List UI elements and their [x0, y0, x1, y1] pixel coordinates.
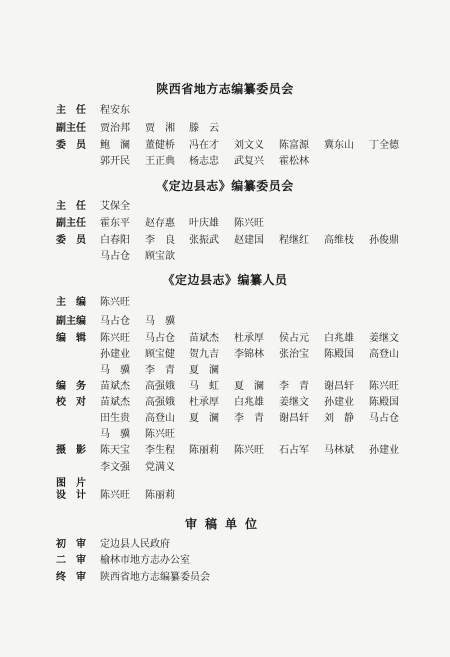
role-label: 副主任	[56, 218, 86, 229]
person-name: 马占仓	[100, 251, 130, 262]
person-name: 贺九吉	[189, 349, 219, 360]
person-name: 程安东	[100, 105, 130, 116]
person-name: 董健桥	[145, 140, 175, 151]
person-name: 夏 澜	[234, 381, 264, 392]
person-name: 顾宝健	[145, 349, 175, 360]
person-name: 杨志忠	[189, 156, 219, 167]
person-name: 马林斌	[324, 445, 354, 456]
person-name: 马 骥	[100, 429, 130, 440]
person-name: 孙建业	[100, 349, 130, 360]
role-label: 图 片	[56, 478, 86, 489]
role-label: 副主任	[56, 123, 86, 134]
person-name: 陈兴旺	[100, 333, 130, 344]
role-label: 编 辑	[56, 333, 86, 344]
person-name: 高登山	[145, 413, 175, 424]
role-label: 终 审	[56, 572, 86, 583]
person-name: 马 虹	[189, 381, 219, 392]
person-name: 贾治邦	[100, 123, 130, 134]
person-name: 陈兴旺	[234, 445, 264, 456]
role-label: 主 任	[56, 105, 86, 116]
role-label: 委 员	[56, 235, 86, 246]
role-label: 二 审	[56, 555, 86, 566]
review-unit: 榆林市地方志办公室	[100, 555, 190, 566]
person-name: 程继红	[279, 235, 309, 246]
person-name: 李 青	[234, 413, 264, 424]
role-label: 校 对	[56, 397, 86, 408]
person-name: 陈兴旺	[100, 297, 130, 308]
person-name: 贾 湘	[145, 123, 175, 134]
person-name: 姜继文	[279, 397, 309, 408]
person-name: 陈兴旺	[369, 381, 399, 392]
person-name: 刘 静	[324, 413, 354, 424]
person-name: 马 骥	[145, 316, 175, 327]
role-label: 编 务	[56, 381, 86, 392]
person-name: 田生贵	[100, 413, 130, 424]
person-name: 姜继文	[369, 333, 399, 344]
person-name: 陈兴旺	[100, 490, 130, 501]
person-name: 陈兴旺	[234, 218, 264, 229]
review-unit: 定边县人民政府	[100, 539, 170, 550]
person-name: 高登山	[369, 349, 399, 360]
person-name: 郭开民	[100, 156, 130, 167]
person-name: 冀东山	[324, 140, 354, 151]
person-name: 滕 云	[189, 123, 219, 134]
person-name: 叶庆雄	[189, 218, 219, 229]
person-name: 马占仓	[100, 316, 130, 327]
person-name: 苗斌杰	[189, 333, 219, 344]
person-name: 夏 澜	[189, 365, 219, 376]
person-name: 谢昌轩	[324, 381, 354, 392]
person-name: 陈殿国	[369, 397, 399, 408]
person-name: 高强娥	[145, 381, 175, 392]
person-name: 石占军	[279, 445, 309, 456]
county-committee-title: 《定边县志》编纂委员会	[156, 179, 294, 193]
person-name: 王正典	[145, 156, 175, 167]
person-name: 李生程	[145, 445, 175, 456]
committee-title: 陕西省地方志编纂委员会	[156, 82, 294, 96]
person-name: 杜承厚	[234, 333, 264, 344]
role-label: 委 员	[56, 140, 86, 151]
person-name: 高维枝	[324, 235, 354, 246]
person-name: 白兆雄	[234, 397, 264, 408]
person-name: 鲍 澜	[100, 140, 130, 151]
person-name: 马占仓	[369, 413, 399, 424]
person-name: 冯在才	[189, 140, 219, 151]
person-name: 白春阳	[100, 235, 130, 246]
person-name: 李 青	[279, 381, 309, 392]
person-name: 陈殿国	[324, 349, 354, 360]
person-name: 苗斌杰	[100, 381, 130, 392]
person-name: 马 骥	[100, 365, 130, 376]
role-label: 主 任	[56, 201, 86, 212]
person-name: 李锦林	[234, 349, 264, 360]
role-label: 设 计	[56, 490, 86, 501]
person-name: 李 青	[145, 365, 175, 376]
person-name: 赵建国	[234, 235, 264, 246]
person-name: 侯占元	[279, 333, 309, 344]
person-name: 陈兴旺	[145, 429, 175, 440]
person-name: 武复兴	[234, 156, 264, 167]
person-name: 霍东平	[100, 218, 130, 229]
person-name: 陈富源	[279, 140, 309, 151]
person-name: 高强娥	[145, 397, 175, 408]
person-name: 艾保全	[100, 201, 130, 212]
person-name: 陈天宝	[100, 445, 130, 456]
person-name: 赵存惠	[145, 218, 175, 229]
person-name: 顾宝歆	[145, 251, 175, 262]
person-name: 孙俊鼎	[369, 235, 399, 246]
person-name: 苗斌杰	[100, 397, 130, 408]
person-name: 白兆雄	[324, 333, 354, 344]
role-label: 主 编	[56, 297, 86, 308]
person-name: 李 良	[145, 235, 175, 246]
person-name: 陈丽莉	[189, 445, 219, 456]
role-label: 摄 影	[56, 445, 86, 456]
person-name: 党满义	[145, 462, 175, 473]
person-name: 李文强	[100, 462, 130, 473]
person-name: 夏 澜	[189, 413, 219, 424]
review-unit: 陕西省地方志编纂委员会	[100, 572, 210, 583]
person-name: 谢昌轩	[279, 413, 309, 424]
role-label: 副主编	[56, 316, 86, 327]
person-name: 张振武	[189, 235, 219, 246]
review-title: 审稿单位	[184, 517, 265, 531]
role-label: 初 审	[56, 539, 86, 550]
person-name: 刘文义	[234, 140, 264, 151]
person-name: 孙建业	[324, 397, 354, 408]
person-name: 杜承厚	[189, 397, 219, 408]
person-name: 孙建业	[369, 445, 399, 456]
person-name: 陈丽莉	[145, 490, 175, 501]
person-name: 霍松林	[279, 156, 309, 167]
editors-title: 《定边县志》编纂人员	[162, 273, 288, 287]
person-name: 张治宝	[279, 349, 309, 360]
person-name: 丁全德	[369, 140, 399, 151]
person-name: 马占仓	[145, 333, 175, 344]
